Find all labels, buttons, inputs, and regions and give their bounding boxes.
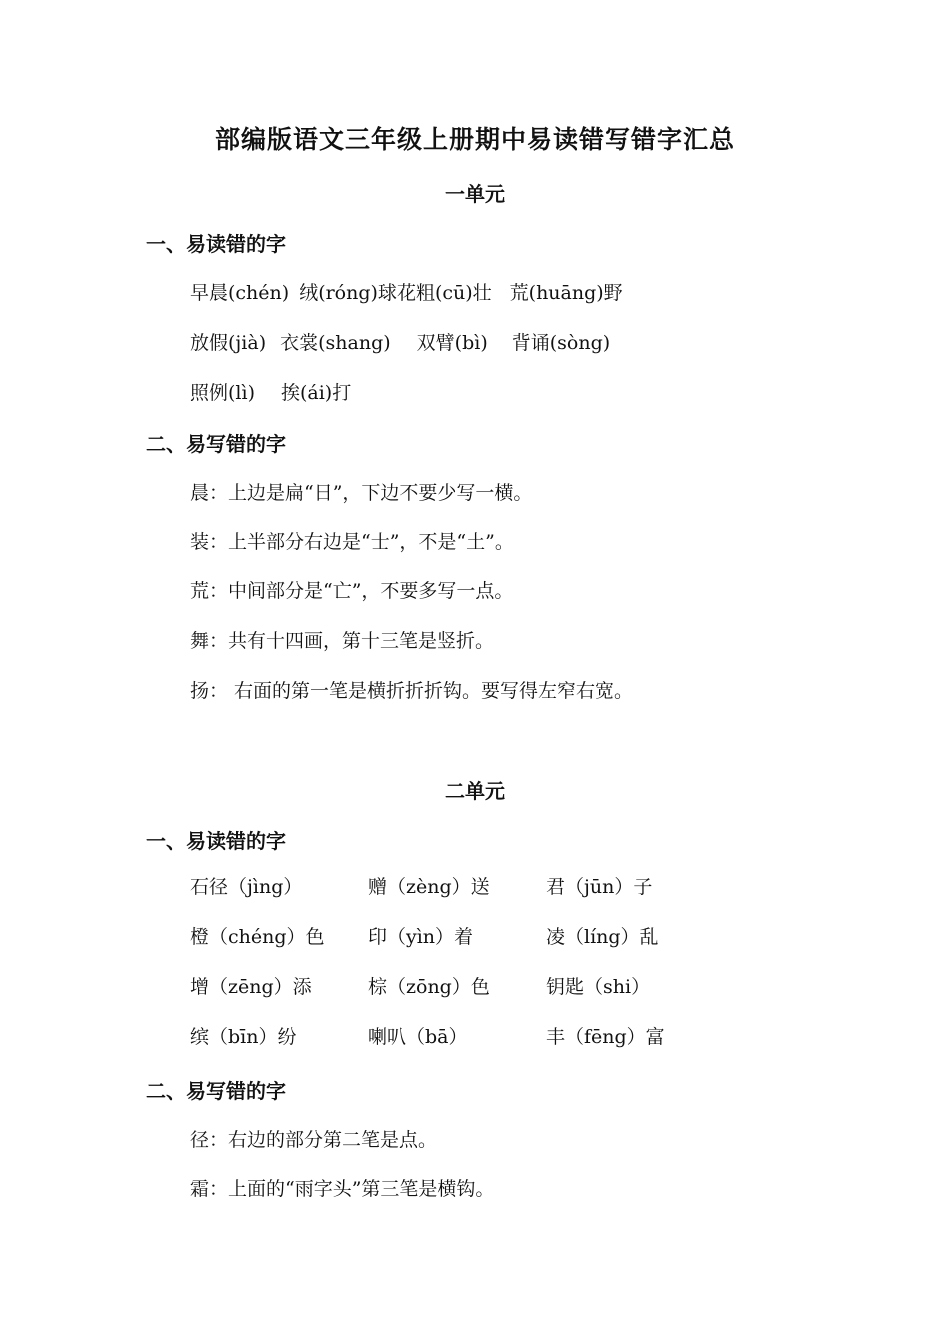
reading-item: 照例(lì): [190, 382, 255, 404]
unit2-writing-heading: 二、易写错的字: [146, 1079, 286, 1103]
unit2-reading-heading: 一、易读错的字: [146, 829, 286, 853]
reading-item: 早晨(chén): [190, 282, 290, 304]
reading-item: 君（jūn）子: [546, 876, 653, 898]
reading-item: 凌（líng）乱: [546, 926, 659, 948]
reading-item: 赠（zèng）送: [368, 876, 490, 898]
reading-item: 放假(jià): [190, 332, 267, 354]
unit1-title: 一单元: [445, 182, 505, 206]
reading-item: 绒(róng)球: [299, 282, 397, 304]
unit2-writing-line: 径：右边的部分第二笔是点。: [190, 1129, 438, 1151]
reading-item: 棕（zōng）色: [368, 976, 490, 998]
reading-item: 钥匙（shi）: [546, 976, 651, 998]
unit1-reading-line-3: [190, 378, 351, 405]
reading-item: 背诵(sòng): [511, 332, 611, 354]
unit2-reading-row: [190, 972, 830, 1002]
reading-item: 荒(huāng)野: [509, 282, 623, 304]
reading-item: 衣裳(shang): [280, 332, 391, 354]
reading-item: 双臂(bì): [416, 332, 488, 354]
unit1-writing-line: 装：上半部分右边是“士”，不是“土”。: [190, 531, 514, 553]
reading-item: 丰（fēng）富: [546, 1026, 665, 1048]
unit2-writing-line: 霜：上面的“雨字头”第三笔是横钩。: [190, 1178, 495, 1200]
reading-item: 花粗(cū)壮: [396, 282, 492, 304]
unit1-writing-heading: 二、易写错的字: [146, 432, 286, 456]
unit2-reading-row: [190, 872, 830, 902]
unit1-writing-line: 舞：共有十四画，第十三笔是竖折。: [190, 630, 495, 652]
unit1-writing-line: 晨：上边是扁“日”，下边不要少写一横。: [190, 482, 533, 504]
unit2-title: 二单元: [445, 779, 505, 803]
reading-item: 橙（chéng）色: [190, 926, 325, 948]
reading-item: 缤（bīn）纷: [190, 1026, 297, 1048]
unit2-reading-row: [190, 922, 830, 952]
unit2-reading-row: [190, 1022, 830, 1052]
reading-item: 增（zēng）添: [190, 976, 312, 998]
unit1-writing-line: 荒：中间部分是“亡”，不要多写一点。: [190, 580, 514, 602]
unit1-reading-line-1: [190, 278, 623, 305]
reading-item: 印（yìn）着: [368, 926, 474, 948]
reading-item: 挨(ái)打: [280, 382, 352, 404]
reading-item: 石径（jìng）: [190, 876, 303, 898]
unit1-reading-heading: 一、易读错的字: [146, 232, 286, 256]
document-title: 部编版语文三年级上册期中易读错写错字汇总: [214, 125, 735, 154]
reading-item: 喇叭（bā）: [368, 1026, 468, 1048]
unit1-reading-line-2: [190, 328, 610, 355]
unit1-writing-line: 扬： 右面的第一笔是横折折折钩。要写得左窄右宽。: [190, 680, 634, 702]
